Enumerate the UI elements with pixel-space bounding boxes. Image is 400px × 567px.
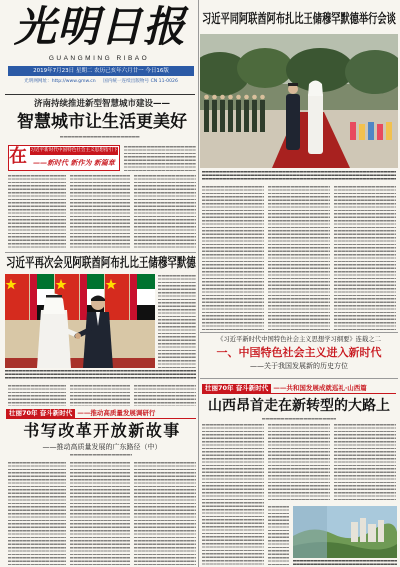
- guangdong-subhead: ——推动高质量发展的广东路径（中）: [42, 443, 162, 451]
- article-text-column: [134, 385, 196, 406]
- byline: [70, 454, 132, 457]
- series-title: 《习近平新时代中国特色社会主义思想学习纲要》连载之二: [217, 336, 381, 343]
- photo-caption: [5, 370, 196, 381]
- article-text-column: [202, 424, 264, 565]
- jinan-headline: 智慧城市让生活更美好: [17, 112, 187, 131]
- article-text-column: [158, 275, 196, 368]
- masthead-title: 光明日报: [13, 2, 186, 51]
- series-subhead: ——关于我国发展新的历史方位: [250, 362, 348, 370]
- flag-china: [5, 274, 29, 320]
- masthead-website: 光明网网址：http://www.gmw.cn: [24, 79, 96, 84]
- meeting-headline: 习近平再次会见阿联酋阿布扎比王储穆罕默德: [6, 255, 196, 270]
- series-headline: 一、中国特色社会主义进入新时代: [216, 347, 382, 359]
- column-label-line1: 习近平新时代中国特色社会主义思想指引下: [30, 148, 118, 153]
- column-label-mark: 在: [9, 146, 27, 167]
- carpet: [5, 358, 155, 368]
- article-text-column: [268, 506, 289, 565]
- person-in-white-robe: [308, 81, 323, 155]
- byline: [60, 136, 140, 139]
- column-label-line2: ——新时代 新作为 新篇章: [33, 159, 115, 167]
- article-text-column: [70, 462, 130, 565]
- guangdong-ribbon: [6, 409, 196, 419]
- agal: [46, 295, 62, 298]
- article-text-column: [70, 175, 130, 250]
- article-text-column: [8, 385, 66, 406]
- masthead-info: [8, 79, 194, 85]
- masthead-pinyin: GUANGMING RIBAO: [48, 55, 150, 62]
- jinan-kicker: 济南持续推进新型智慧城市建设——: [33, 99, 170, 109]
- top-story-headline: 习近平同阿联酋阿布扎比王储穆罕默德举行会谈: [202, 11, 396, 26]
- shanxi-headline: 山西昂首走在新转型的大路上: [208, 398, 390, 414]
- photo-caption: [293, 560, 397, 565]
- guangdong-headline: 书写改革开放新故事: [23, 421, 181, 440]
- welcome-ceremony-photo: [200, 34, 398, 168]
- article-text-column: [124, 146, 196, 172]
- ribbon-chip: 壮丽70年 奋斗新时代: [6, 409, 75, 418]
- section-rule: [5, 252, 196, 253]
- article-text-column: [334, 186, 396, 330]
- handshake-photo: [5, 274, 155, 368]
- shanxi-illustration: [293, 506, 397, 558]
- ribbon-chip: 壮丽70年 奋斗新时代: [202, 384, 271, 393]
- byline: [262, 418, 336, 421]
- article-text-column: [134, 175, 196, 250]
- masthead-rule: [5, 94, 195, 95]
- ribbon-text: ——共和国发展成就巡礼·山西篇: [273, 384, 367, 392]
- masthead-issn: 国内统一连续出版物号 CN 11-0026: [103, 79, 178, 84]
- article-text-column: [202, 186, 264, 330]
- tree: [237, 48, 293, 88]
- article-text-column: [8, 175, 66, 250]
- photo-caption: [202, 171, 396, 182]
- flag-uae: [130, 274, 155, 320]
- article-text-column: [8, 462, 66, 565]
- ribbon-text: ——推动高质量发展调研行: [77, 409, 156, 417]
- article-text-column: [70, 385, 130, 406]
- section-rule: [200, 378, 398, 379]
- masthead-dateline: 2019年7月23日 星期二 农历己亥年六月廿一 今日16版: [8, 66, 194, 76]
- welcome-ceremony-illustration: [200, 34, 398, 168]
- article-text-column: [134, 462, 196, 565]
- article-text-column: [334, 424, 396, 502]
- shanxi-photo: [293, 506, 397, 558]
- section-rule: [200, 332, 398, 333]
- article-text-column: [268, 424, 330, 502]
- shanxi-ribbon: [202, 384, 396, 394]
- inset-photo: [293, 506, 327, 558]
- column-divider: [198, 0, 199, 567]
- article-text-column: [268, 186, 330, 330]
- handshake-illustration: [5, 274, 155, 368]
